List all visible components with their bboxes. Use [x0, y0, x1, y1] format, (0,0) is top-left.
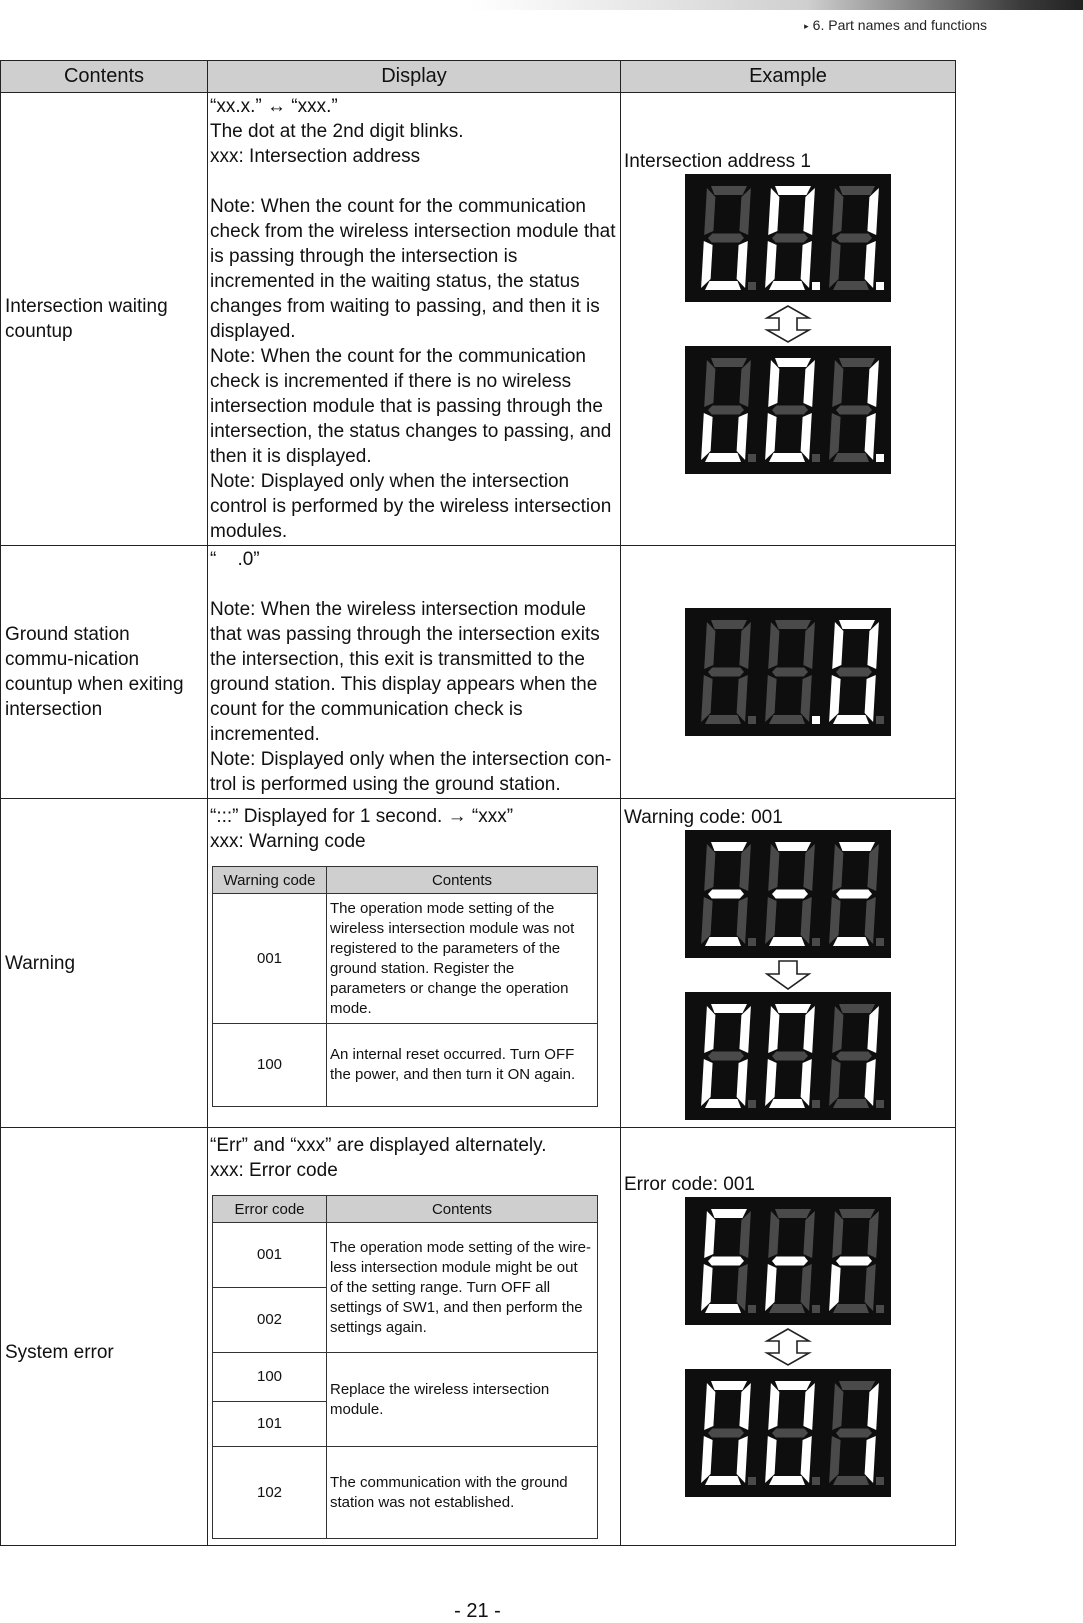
led-segment-f: [768, 1211, 779, 1258]
led-segment-f: [704, 1383, 715, 1430]
led-segment-b: [739, 844, 751, 891]
led-segment-f: [704, 1211, 715, 1258]
led-dot: [748, 1477, 756, 1485]
row-contents: System error: [1, 1128, 208, 1546]
led-segment-c: [801, 413, 812, 460]
led-segment-f: [704, 1006, 715, 1053]
led-segment-b: [803, 622, 815, 669]
led-segment-c: [801, 1059, 812, 1106]
error-code: 002: [213, 1288, 327, 1353]
led-dot: [748, 1100, 756, 1108]
led-segment-b: [867, 622, 879, 669]
header-gradient-bar: [470, 0, 1083, 10]
led-dot: [812, 1477, 820, 1485]
display-line: “Err” and “xxx” are displayed alternately.: [210, 1135, 547, 1156]
functions-table: [0, 60, 956, 1546]
led-segment-g: [772, 890, 808, 899]
led-segment-g: [836, 890, 872, 899]
led-segment-g: [836, 406, 872, 415]
led-segment-g: [708, 1429, 744, 1438]
table-row: [1, 93, 956, 546]
led-segment-d: [705, 1099, 741, 1108]
led-segment-a: [839, 186, 875, 195]
led-segment-c: [801, 675, 812, 722]
led-segment-b: [867, 360, 879, 407]
led-display: [685, 992, 891, 1120]
led-segment-g: [708, 234, 744, 243]
led-segment-g: [708, 668, 744, 677]
led-segment-g: [708, 1257, 744, 1266]
led-segment-c: [865, 1436, 876, 1483]
led-segment-c: [865, 1059, 876, 1106]
row-contents: Ground station commu-nication countup when exiting intersection: [1, 546, 208, 799]
led-segment-g: [772, 668, 808, 677]
led-segment-a: [839, 1004, 875, 1013]
led-segment-a: [711, 1209, 747, 1218]
led-segment-b: [867, 1211, 879, 1258]
warning-text: An internal reset occurred. Turn OFF the power, and then turn it ON again.: [327, 1024, 598, 1107]
led-segment-e: [701, 897, 713, 944]
led-segment-d: [769, 1304, 805, 1313]
led-dot: [876, 1100, 884, 1108]
led-segment-a: [711, 186, 747, 195]
header-contents: Contents: [1, 61, 208, 93]
error-text: The communication with the ground station was not established.: [327, 1447, 598, 1539]
led-segment-f: [704, 360, 715, 407]
double-arrow-icon: [685, 1325, 891, 1369]
sub-table-row: [213, 1353, 598, 1402]
table-row: [1, 799, 956, 1128]
led-segment-d: [769, 1099, 805, 1108]
led-segment-b: [803, 1006, 815, 1053]
led-dot: [812, 1100, 820, 1108]
section-label: [804, 17, 987, 33]
led-segment-b: [867, 1006, 879, 1053]
display-spacer: [210, 572, 618, 597]
error-text: Replace the wireless intersection module.: [327, 1353, 598, 1447]
arrow-down-icon: [685, 958, 891, 992]
error-text: The operation mode setting of the wire-less intersection module might be out of the setting range. Turn OFF all settings of SW1, and then perform the settings again.: [327, 1223, 598, 1353]
led-segment-g: [772, 1257, 808, 1266]
led-segment-c: [865, 897, 876, 944]
led-display: [685, 1197, 891, 1325]
display-line: xxx: Error code: [210, 1160, 338, 1181]
display-line: “ .0”: [210, 549, 260, 570]
led-segment-g: [772, 406, 808, 415]
error-code: 102: [213, 1447, 327, 1539]
led-segment-a: [775, 358, 811, 367]
led-segment-e: [765, 1264, 777, 1311]
led-segment-a: [839, 620, 875, 629]
led-display: [685, 174, 891, 302]
sub-header-code: Warning code: [213, 867, 327, 894]
led-segment-d: [833, 1476, 869, 1485]
row-contents: Intersection waiting countup: [1, 93, 208, 546]
led-dot: [876, 1305, 884, 1313]
led-segment-d: [833, 715, 869, 724]
led-segment-f: [832, 1211, 843, 1258]
led-segment-g: [836, 234, 872, 243]
warning-code: 001: [213, 894, 327, 1024]
led-segment-e: [829, 1436, 841, 1483]
led-segment-b: [867, 1383, 879, 1430]
row-example: [621, 1128, 956, 1546]
led-dot: [748, 282, 756, 290]
led-dot: [876, 716, 884, 724]
header-display: Display: [208, 61, 621, 93]
led-segment-b: [739, 1006, 751, 1053]
led-segment-g: [772, 1429, 808, 1438]
led-segment-d: [705, 937, 741, 946]
led-segment-e: [765, 241, 777, 288]
led-segment-g: [708, 1052, 744, 1061]
row-example: [621, 93, 956, 546]
led-display: [685, 608, 891, 736]
row-display: [208, 93, 621, 546]
display-note: Note: When the count for the communication check is incremented if there is no wireless intersection module that is passing through the intersection, the status changes to passing, and then it is displayed.: [210, 346, 612, 467]
led-segment-e: [829, 897, 841, 944]
led-segment-c: [801, 1436, 812, 1483]
led-segment-f: [832, 1383, 843, 1430]
led-segment-a: [711, 1004, 747, 1013]
led-segment-d: [705, 1476, 741, 1485]
led-segment-g: [708, 406, 744, 415]
led-segment-c: [737, 675, 748, 722]
led-segment-d: [769, 937, 805, 946]
led-segment-g: [836, 1257, 872, 1266]
row-display: [208, 799, 621, 1128]
led-display: [685, 346, 891, 474]
led-dot: [748, 716, 756, 724]
led-segment-a: [839, 842, 875, 851]
led-segment-f: [768, 1006, 779, 1053]
led-display: [685, 1369, 891, 1497]
triangle-icon: ▸: [804, 21, 809, 31]
led-segment-g: [772, 234, 808, 243]
example-label: Warning code: 001: [624, 807, 783, 828]
led-segment-d: [833, 1099, 869, 1108]
led-segment-a: [775, 1004, 811, 1013]
led-segment-a: [775, 1209, 811, 1218]
led-segment-a: [711, 842, 747, 851]
error-code-table: [212, 1195, 598, 1539]
led-segment-d: [833, 937, 869, 946]
led-segment-c: [737, 897, 748, 944]
row-contents: Warning: [1, 799, 208, 1128]
display-line: The dot at the 2nd digit blinks.: [210, 121, 464, 142]
led-segment-g: [836, 668, 872, 677]
led-segment-a: [711, 620, 747, 629]
table-row: [1, 546, 956, 799]
display-spacer: [210, 169, 618, 194]
led-segment-f: [832, 844, 843, 891]
led-segment-b: [803, 1383, 815, 1430]
led-segment-f: [704, 188, 715, 235]
warning-text: The operation mode setting of the wireless intersection module was not registered to the parameters of the ground station. Register the parameters or change the operation mode.: [327, 894, 598, 1024]
led-dot: [748, 938, 756, 946]
led-segment-e: [701, 1264, 713, 1311]
warning-code: 100: [213, 1024, 327, 1107]
sub-header-contents: Contents: [327, 1196, 598, 1223]
led-segment-b: [739, 1211, 751, 1258]
header-example: Example: [621, 61, 956, 93]
led-segment-c: [801, 241, 812, 288]
sub-table-row: [213, 1024, 598, 1107]
warning-code-table: [212, 866, 598, 1107]
double-arrow-icon: [685, 302, 891, 346]
led-segment-f: [704, 622, 715, 669]
led-segment-g: [772, 1052, 808, 1061]
led-segment-f: [768, 622, 779, 669]
led-segment-b: [739, 188, 751, 235]
led-segment-g: [836, 1052, 872, 1061]
led-segment-b: [803, 360, 815, 407]
sub-table-row: [213, 1447, 598, 1539]
led-segment-a: [775, 842, 811, 851]
display-note: Note: Displayed only when the intersection control is performed by the wireless intersection modules.: [210, 471, 612, 542]
display-note: Note: When the count for the communication check from the wireless intersection module that is passing through the intersection is incremented in the waiting status, the status changes from waiting to passing, and then it is displayed.: [210, 196, 616, 342]
led-dot: [876, 938, 884, 946]
led-segment-e: [701, 241, 713, 288]
led-segment-c: [865, 1264, 876, 1311]
led-dot: [748, 454, 756, 462]
led-segment-d: [769, 715, 805, 724]
led-dot: [876, 454, 884, 462]
led-segment-c: [737, 1059, 748, 1106]
led-segment-f: [704, 844, 715, 891]
led-segment-c: [865, 413, 876, 460]
led-segment-a: [711, 1381, 747, 1390]
display-line: “xx.x.” ↔ “xxx.”: [210, 96, 338, 117]
led-segment-b: [867, 188, 879, 235]
led-segment-g: [708, 890, 744, 899]
led-segment-e: [701, 1059, 713, 1106]
led-segment-d: [833, 281, 869, 290]
led-dot: [812, 1305, 820, 1313]
sub-header-code: Error code: [213, 1196, 327, 1223]
error-code: 001: [213, 1223, 327, 1288]
led-segment-a: [839, 358, 875, 367]
page-number: - 21 -: [454, 1600, 501, 1622]
led-segment-b: [803, 188, 815, 235]
display-line: “:::” Displayed for 1 second. → “xxx”: [210, 806, 514, 827]
led-segment-b: [739, 622, 751, 669]
led-segment-b: [803, 844, 815, 891]
led-segment-f: [768, 360, 779, 407]
led-segment-a: [775, 1381, 811, 1390]
led-dot: [812, 716, 820, 724]
led-segment-b: [803, 1211, 815, 1258]
row-example: [621, 799, 956, 1128]
led-segment-b: [739, 1383, 751, 1430]
example-label: Intersection address 1: [624, 151, 811, 172]
row-display: [208, 1128, 621, 1546]
led-segment-d: [769, 1476, 805, 1485]
led-segment-c: [737, 413, 748, 460]
led-segment-d: [769, 453, 805, 462]
led-segment-f: [832, 1006, 843, 1053]
led-segment-d: [705, 1304, 741, 1313]
led-segment-c: [865, 241, 876, 288]
led-segment-b: [739, 360, 751, 407]
led-segment-g: [836, 1429, 872, 1438]
error-code: 101: [213, 1402, 327, 1447]
led-segment-e: [829, 241, 841, 288]
led-segment-a: [775, 186, 811, 195]
led-segment-c: [801, 897, 812, 944]
led-segment-e: [829, 1059, 841, 1106]
led-segment-d: [705, 715, 741, 724]
led-segment-e: [765, 675, 777, 722]
led-segment-f: [768, 1383, 779, 1430]
led-segment-a: [839, 1209, 875, 1218]
example-label: Error code: 001: [624, 1174, 755, 1195]
led-segment-a: [839, 1381, 875, 1390]
led-segment-f: [832, 188, 843, 235]
led-segment-d: [833, 453, 869, 462]
led-dot: [812, 938, 820, 946]
led-segment-e: [765, 897, 777, 944]
led-segment-e: [701, 1436, 713, 1483]
led-dot: [748, 1305, 756, 1313]
led-segment-c: [737, 241, 748, 288]
led-segment-a: [711, 358, 747, 367]
table-row: [1, 1128, 956, 1546]
led-segment-e: [829, 675, 841, 722]
led-segment-d: [833, 1304, 869, 1313]
led-segment-b: [867, 844, 879, 891]
led-segment-a: [775, 620, 811, 629]
led-segment-e: [701, 675, 713, 722]
led-dot: [876, 1477, 884, 1485]
led-dot: [812, 454, 820, 462]
section-title: 6. Part names and functions: [812, 17, 987, 33]
sub-table-row: [213, 1223, 598, 1288]
display-line: xxx: Intersection address: [210, 146, 421, 167]
led-segment-e: [701, 413, 713, 460]
error-code: 100: [213, 1353, 327, 1402]
sub-header-contents: Contents: [327, 867, 598, 894]
row-display: [208, 546, 621, 799]
led-segment-c: [737, 1436, 748, 1483]
display-note: Note: Displayed only when the intersection con-trol is performed using the ground station.: [210, 749, 612, 795]
led-segment-e: [765, 413, 777, 460]
led-segment-e: [765, 1059, 777, 1106]
led-segment-f: [768, 188, 779, 235]
sub-table-row: [213, 894, 598, 1024]
led-segment-f: [832, 360, 843, 407]
row-example: [621, 546, 956, 799]
led-segment-e: [765, 1436, 777, 1483]
table-header-row: [1, 61, 956, 93]
led-dot: [812, 282, 820, 290]
led-segment-d: [769, 281, 805, 290]
led-segment-f: [832, 622, 843, 669]
led-segment-c: [865, 675, 876, 722]
led-dot: [876, 282, 884, 290]
led-segment-f: [768, 844, 779, 891]
led-segment-d: [705, 453, 741, 462]
led-segment-c: [737, 1264, 748, 1311]
led-display: [685, 830, 891, 958]
led-segment-e: [829, 413, 841, 460]
led-segment-c: [801, 1264, 812, 1311]
display-line: xxx: Warning code: [210, 831, 366, 852]
led-segment-d: [705, 281, 741, 290]
led-segment-e: [829, 1264, 841, 1311]
display-note: Note: When the wireless intersection module that was passing through the intersection exits the intersection, this exit is transmitted to the ground station. This display appears when the count for the communication check is incremented.: [210, 599, 600, 745]
